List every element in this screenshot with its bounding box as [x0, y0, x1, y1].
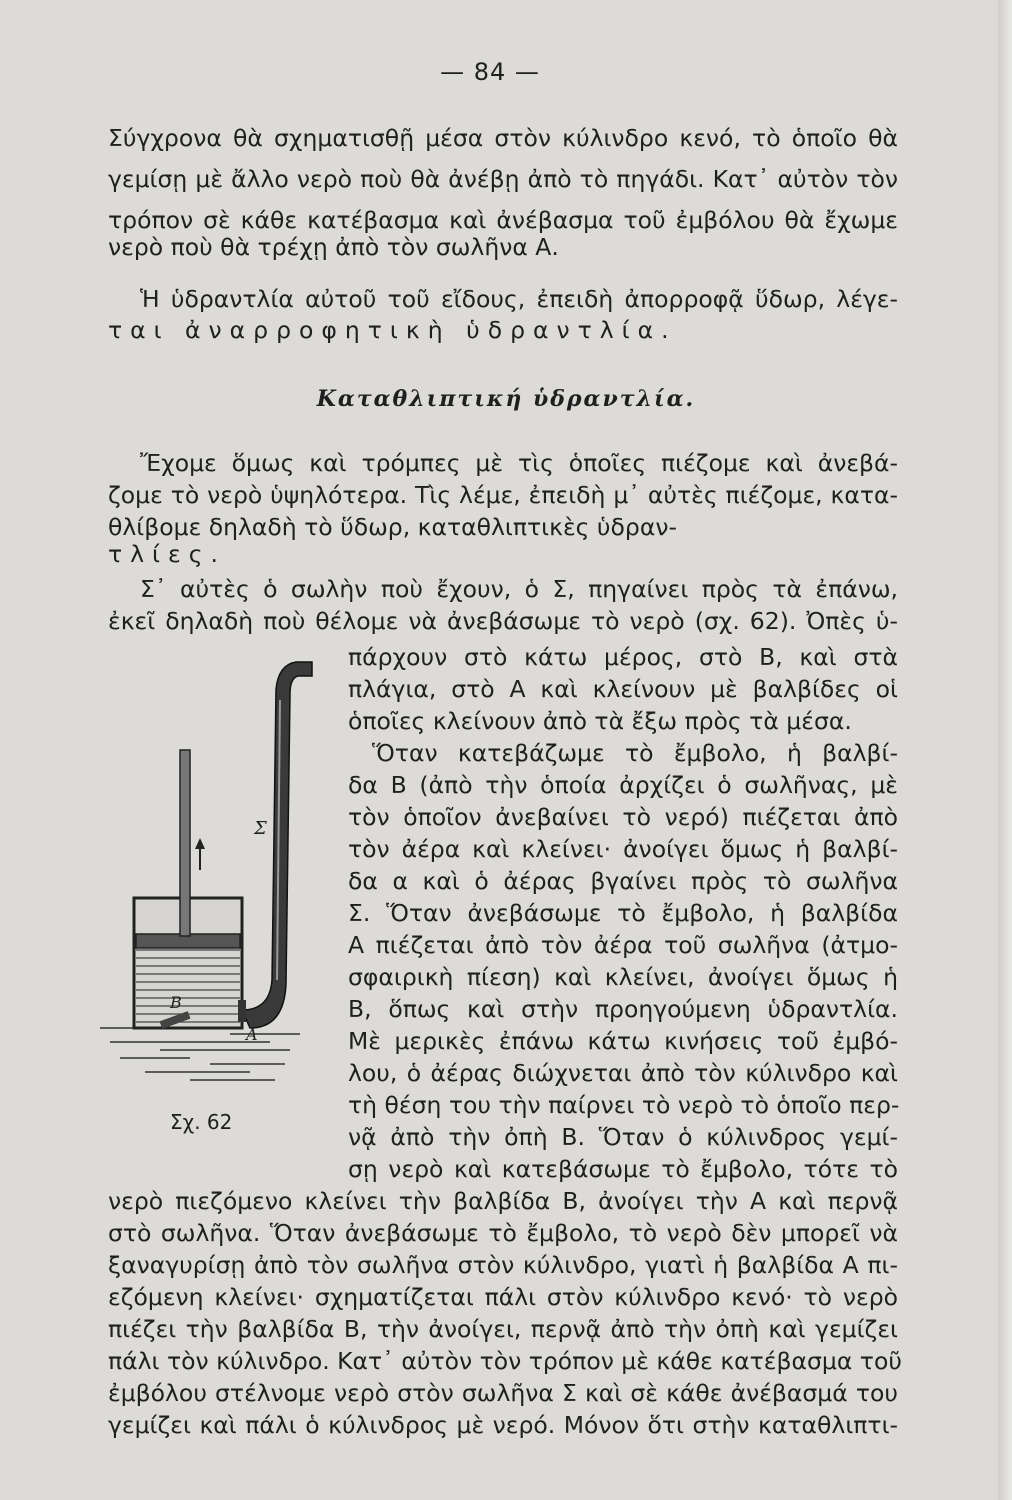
figure-caption: Σχ. 62 [170, 1110, 233, 1134]
text-line: νᾷ ἀπὸ τὴν ὀπὴ Β. Ὅταν ὁ κύλινδρος γεμί- [348, 1123, 898, 1151]
water-surface-lines [100, 1028, 300, 1080]
text-line: δα Β (ἀπὸ τὴν ὁποία ἀρχίζει ὁ σωλῆνας, μὲ [348, 771, 898, 799]
text-line: νερὸ ποὺ θὰ τρέχῃ ἀπὸ τὸν σωλῆνα Α. [108, 233, 559, 261]
text-line: πλάγια, στὸ Α καὶ κλείνουν μὲ βαλβίδες οἱ [348, 675, 898, 703]
text-line: στὸ σωλῆνα. Ὅταν ἀνεβάσωμε τὸ ἔμβολο, τὸ νερὸ δὲν μπορεῖ νὰ [108, 1219, 898, 1247]
text-line: ζομε τὸ νερὸ ὑψηλότερα. Τὶς λέμε, ἐπειδὴ μ᾿ αὐτὲς πιέζομε, κατα- [108, 481, 898, 509]
page-edge [998, 0, 1012, 1500]
text-line: ξαναγυρίσῃ ἀπὸ τὸν σωλῆνα στὸν κύλινδρο, γιατὶ ἡ βαλβίδα Α πι- [108, 1251, 898, 1279]
text-line: νερὸ πιεζόμενο κλείνει τὴν βαλβίδα Β, ἀνοίγει τὴν Α καὶ περνᾷ [108, 1187, 898, 1215]
piston-rod [180, 750, 190, 936]
text-line: Α πιέζεται ἀπὸ τὸν ἀέρα τοῦ σωλῆνα (ἀτμο- [348, 931, 898, 959]
up-arrow-icon [195, 838, 205, 870]
valve-a-label: A [246, 1025, 258, 1044]
section-heading: Καταθλιπτική ὑδραντλία. [316, 386, 696, 412]
text-line: δα α καὶ ὁ ἀέρας βγαίνει πρὸς τὸ σωλῆνα [348, 867, 898, 895]
text-line: σῃ νερὸ καὶ κατεβάσωμε τὸ ἔμβολο, τότε τὸ [348, 1155, 898, 1183]
text-line: σφαιρικὴ πίεση) καὶ κλείνει, ἀνοίγει ὅμως ἡ [348, 963, 898, 991]
valve-b-label: B [170, 993, 182, 1012]
valve-a [238, 1000, 246, 1022]
force-pump-figure [100, 650, 330, 1090]
tube-label: Σ [254, 818, 267, 839]
text-line: Σ᾿ αὐτὲς ὁ σωλὴν ποὺ ἔχουν, ὁ Σ, πηγαίνει πρὸς τὰ ἐπάνω, [140, 575, 898, 603]
text-line: τλίες. [108, 540, 226, 568]
text-line: Ἡ ὑδραντλία αὐτοῦ τοῦ εἴδους, ἐπειδὴ ἀπορροφᾷ ὕδωρ, λέγε- [140, 285, 898, 313]
text-line: Ἔχομε ὅμως καὶ τρόμπες μὲ τὶς ὁποῖες πιέζομε καὶ ἀνεβά- [140, 449, 898, 477]
text-line: εζόμενη κλείνει· σχηματίζεται πάλι στὸν κύλινδρο κενό· τὸ νερὸ [108, 1283, 898, 1311]
text-line: ἐμβόλου στέλνομε νερὸ στὸν σωλῆνα Σ καὶ σὲ κάθε ἀνέβασμά του [108, 1379, 898, 1407]
text-line: τρόπον σὲ κάθε κατέβασμα καὶ ἀνέβασμα τοῦ ἐμβόλου θὰ ἔχωμε [108, 206, 898, 234]
text-line: τὸν ὁποῖον ἀνεβαίνει τὸ νερό) πιέζεται ἀπὸ [348, 803, 898, 831]
text-line: Β, ὅπως καὶ στὴν προηγούμενη ὑδραντλία. [348, 995, 898, 1023]
text-line: Μὲ μερικὲς ἐπάνω κάτω κινήσεις τοῦ ἐμβό- [348, 1027, 898, 1055]
text-line: Σύγχρονα θὰ σχηματισθῇ μέσα στὸν κύλινδρο κενό, τὸ ὁποῖο θὰ [108, 124, 898, 152]
text-line: ται ἀναρροφητικὴ ὑδραντλία. [108, 316, 677, 344]
text-line: πάλι τὸν κύλινδρο. Κατ᾿ αὐτὸν τὸν τρόπον μὲ κάθε κατέβασμα τοῦ [108, 1347, 902, 1375]
text-line: λου, ὁ ἀέρας διώχνεται ἀπὸ τὸν κύλινδρο καὶ [348, 1059, 898, 1087]
text-line: πιέζει τὴν βαλβίδα Β, τὴν ἀνοίγει, περνᾷ ἀπὸ τὴν ὀπὴ καὶ γεμίζει [108, 1315, 898, 1343]
text-line: θλίβομε δηλαδὴ τὸ ὕδωρ, καταθλιπτικὲς ὑδραν- [108, 513, 677, 541]
text-line: Σ. Ὅταν ἀνεβάσωμε τὸ ἔμβολο, ἡ βαλβίδα [348, 899, 898, 927]
text-line: πάρχουν στὸ κάτω μέρος, στὸ Β, καὶ στὰ [348, 643, 898, 671]
text-line: γεμίσῃ μὲ ἄλλο νερὸ ποὺ θὰ ἀνέβῃ ἀπὸ τὸ πηγάδι. Κατ᾿ αὐτὸν τὸν [108, 165, 898, 193]
text-line: γεμίζει καὶ πάλι ὁ κύλινδρος μὲ νερό. Μόνον ὅτι στὴν καταθλιπτι- [108, 1411, 898, 1439]
page-number: — 84 — [440, 58, 540, 86]
text-line: ὁποῖες κλείνουν ἀπὸ τὰ ἔξω πρὸς τὰ μέσα. [348, 707, 852, 735]
text-line: ἐκεῖ δηλαδὴ ποὺ θέλομε νὰ ἀνεβάσωμε τὸ νερὸ (σχ. 62). Ὀπὲς ὑ- [108, 607, 898, 635]
text-line: τὸν ἀέρα καὶ κλείνει· ἀνοίγει ὅμως ἡ βαλβί- [348, 835, 898, 863]
text-line: τὴ θέση του τὴν παίρνει τὸ νερὸ τὸ ὁποῖο περ- [348, 1091, 900, 1119]
text-line: Ὅταν κατεβάζωμε τὸ ἔμβολο, ἡ βαλβί- [372, 739, 898, 767]
